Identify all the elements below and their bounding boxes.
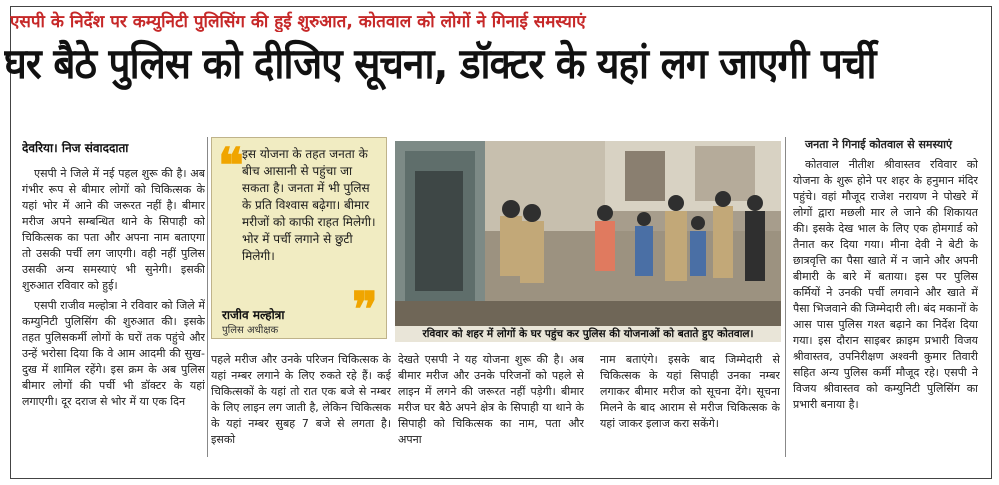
quote-role: पुलिस अधीक्षक: [222, 325, 279, 336]
quote-author: राजीव मल्होत्रा: [222, 308, 285, 322]
open-quote-icon: ❝: [218, 138, 244, 194]
column-3: [398, 352, 584, 462]
col4-paragraph: नाम बताएंगे। इसके बाद जिम्मेदारी से चिकित्सक के यहां सिपाही उनका नम्बर लगाकर बीमार मरीज को सूचना देंगे। सूचना मिलने के बाद आराम से मरीज चिकित्सक के यहां जाकर इलाज करा सकेंगे।: [600, 353, 780, 430]
column-divider: [207, 137, 208, 457]
quote-box: [211, 137, 387, 339]
column-4: [600, 352, 780, 462]
column-1: [22, 140, 205, 460]
subhead-public-issues: जनता ने गिनाई कोतवाल से समस्याएं: [805, 138, 953, 151]
col1-paragraph-2: एसपी राजीव मल्होत्रा ने रविवार को जिले में कम्युनिटी पुलिसिंग की शुरुआत की। इसके तहत पुलिसकर्मी लोगों के घरों तक पहुंचे और उन्हें भरोसा दिया कि वे आम आदमी की सुख-दुख में शामिल रहेंगे। इस क्रम के अब पुलिस बीमार लोगों की पर्ची भी डॉक्टर के यहां लगाएगी। दूर दराज से भोर में या एक दिन: [22, 299, 205, 408]
quote-text: इस योजना के तहत जनता के बीच आसानी से पहुंचा जा सकता है। जनता में भी पुलिस के प्रति विश्वास बढ़ेगा। बीमार मरीजों को काफी राहत मिलेगी। भोर में पर्ची लगाने से छुटी मिलेगी।: [242, 147, 376, 263]
close-quote-icon: ❞: [352, 282, 378, 338]
kicker-line: एसपी के निर्देश पर कम्युनिटी पुलिसिंग की हुई शुरुआत, कोतवाल को लोगों ने गिनाई समस्याएं: [10, 12, 586, 32]
news-photo: [395, 141, 781, 326]
column-5: [793, 137, 978, 462]
photo-caption: रविवार को शहर में लोगों के घर पहुंच कर पुलिस की योजनाओं को बताते हुए कोतवाल।: [395, 326, 781, 342]
col1-paragraph-1: एसपी ने जिले में नई पहल शुरू की है। अब गंभीर रूप से बीमार लोगों को चिकित्सक के यहां भोर में आने की जरूरत नहीं है। बीमार मरीज अपने सम्बन्धित थाने के सिपाही को चिकित्सक का पता और अपना नाम बताएगा तो उसकी पर्ची लग जाएगी। वही नहीं पुलिस उसकी अन्य समस्याएं भी सुनेगी। इसकी शुरुआत रविवार को हुई।: [22, 167, 205, 292]
police-visit-photo: [395, 141, 781, 326]
col3-paragraph: देखते एसपी ने यह योजना शुरू की है। अब बीमार मरीज और उनके परिजनों को पहले से लाइन में लगने की जरूरत नहीं पड़ेगी। बीमार मरीज घर बैठे अपने क्षेत्र के सिपाही या थाने के सिपाही को चिकित्सक का नाम, पता और अपना: [398, 353, 584, 446]
headline: घर बैठे पुलिस को दीजिए सूचना, डॉक्टर के यहां लग जाएगी पर्ची: [4, 39, 876, 88]
column-2: [211, 352, 391, 462]
byline: देवरिया। निज संवाददाता: [22, 141, 129, 155]
col2-paragraph: पहले मरीज और उनके परिजन चिकित्सक के यहां नम्बर लगाने के लिए रुकते रहे हैं। कई चिकित्सकों के यहां तो रात एक बजे से नम्बर के लिए लाइन लग जाती है, लेकिन चिकित्सक के यहां नम्बर सुबह 7 बजे से लगता है। इसको: [211, 353, 391, 446]
column-divider-right: [785, 137, 786, 457]
col5-paragraph: कोतवाल नीतीश श्रीवास्तव रविवार को योजना के शुरू होने पर शहर के हनुमान मंदिर पहुंचे। वहां मौजूद राजेश नरायण ने पोखरे में लोगों द्वारा मछली मार ले जाने की शिकायत की। इसके देख भाल के लिए एक होमगार्ड को तैनात कर दिया गया। मीना देवी ने बेटी के छात्रवृत्ति का पैसा खाते में न जाने और अपनी बीमारी के बारे में बताया। इस पर पुलिस कर्मियों ने उनकी पर्ची लगवाने और खाते में पैसा भिजवाने की जिम्मेदारी ली। बंद मकानों के आस पास पुलिस गश्त बढ़ाने का निर्देश दिया गया। इस दौरान साइबर क्राइम प्रभारी विजय श्रीवास्तव, उपनिरीक्षण अश्वनी कुमार तिवारी सहित अन्य पुलिस कर्मी मौजूद रहे। एसपी ने विजय श्रीवास्तव को कम्युनिटी पुलिसिंग का प्रभारी बनाया है।: [793, 158, 978, 411]
